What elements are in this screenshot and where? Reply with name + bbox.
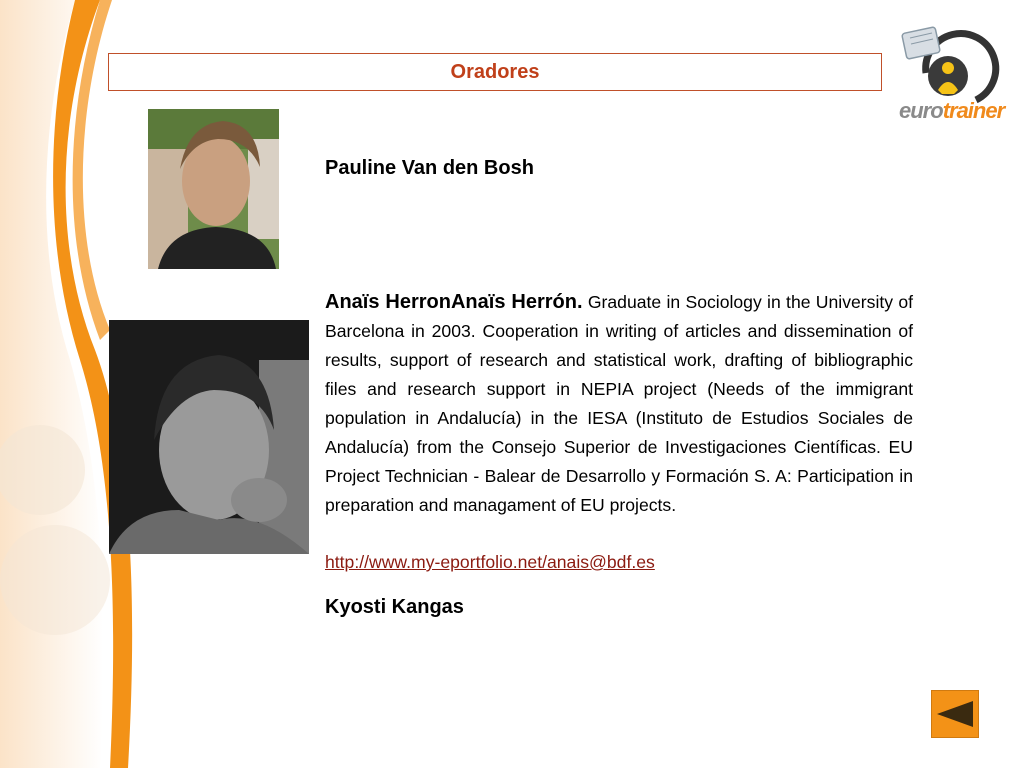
logo-wordmark: eurotrainer <box>899 98 1005 123</box>
speaker-name-kyosti: Kyosti Kangas <box>325 596 464 618</box>
slide-title: Oradores <box>108 53 882 91</box>
triangle-left-icon <box>935 699 975 729</box>
speaker-photo-anais <box>109 320 309 554</box>
eportfolio-link[interactable]: http://www.my-eportfolio.net/anais@bdf.es <box>325 552 655 572</box>
speaker-bio-text: Graduate in Sociology in the University of Barcelona in 2003. Cooperation in writing of articles and dissemination of results, support of research and statistical work, drafting of bibliographic files and research support in NEPIA project (Needs of the immigrant population in Andalucía) in the IESA (Instituto de Estudios Sociales de Andalucía) from the Consejo Superior de Investigaciones Científicas. EU Project Technician - Balear de Desarrollo y Formación S. A: Participation in preparation and managament of EU projects. <box>325 292 913 515</box>
back-button[interactable] <box>931 690 979 738</box>
speaker-name-anais: Anaïs HerronAnaïs Herrón. <box>325 291 583 313</box>
speaker-name-pauline: Pauline Van den Bosh <box>325 157 534 179</box>
speaker-bio-anais <box>325 288 913 520</box>
speaker-photo-pauline <box>148 109 279 269</box>
